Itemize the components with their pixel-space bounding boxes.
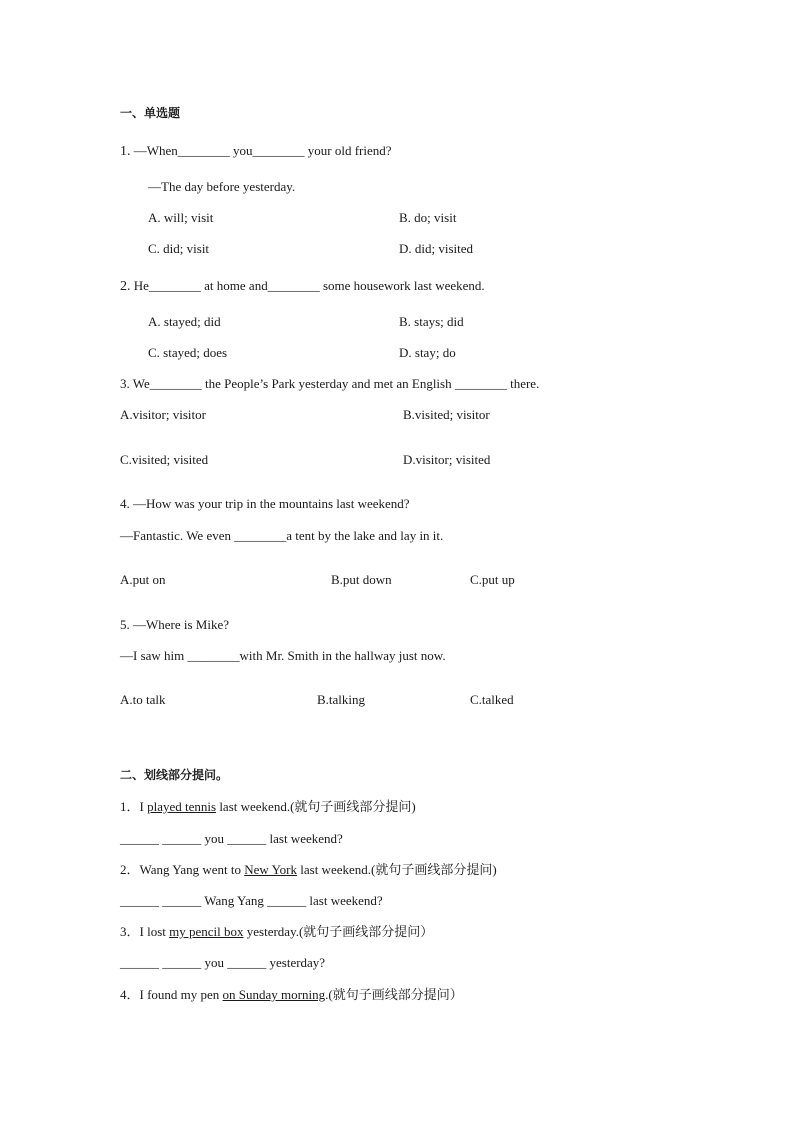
option-d: D.visitor; visited: [403, 452, 491, 467]
sentence-prefix: 4．I found my pen: [120, 987, 223, 1002]
question-5: 5. —Where is Mike?: [120, 617, 230, 632]
sentence-suffix: last weekend.(就句子画线部分提问): [297, 862, 497, 877]
sentence-prefix: 3．I lost: [120, 924, 170, 939]
option-b: B.put down: [331, 572, 392, 587]
underlined-phrase: my pencil box: [169, 924, 244, 939]
option-b: B. stays; did: [399, 314, 464, 329]
answer-line-2: ______ ______ Wang Yang ______ last weekend?: [120, 893, 383, 908]
sentence-prefix: 1．I: [120, 799, 148, 814]
option-c: C.talked: [470, 692, 514, 707]
question-4-reply: —Fantastic. We even ________a tent by the lake and lay in it.: [120, 528, 444, 543]
question-number: 2.: [120, 279, 131, 294]
option-c: C.visited; visited: [120, 452, 209, 467]
option-a: A.visitor; visitor: [120, 407, 206, 422]
question-stem: He________ at home and________ some housework last weekend.: [130, 278, 485, 293]
rewrite-item-1: [120, 799, 416, 815]
question-number: 1.: [120, 144, 131, 159]
option-b: B.talking: [317, 692, 366, 707]
option-c: C. did; visit: [148, 241, 210, 256]
option-b: B.visited; visitor: [403, 407, 490, 422]
underlined-phrase: on Sunday morning: [222, 987, 326, 1002]
option-c: C. stayed; does: [148, 345, 228, 360]
option-a: A. stayed; did: [148, 314, 221, 329]
question-stem: —When________ you________ your old friend?: [130, 143, 392, 158]
section-heading-single-choice: 一、单选题: [120, 106, 181, 120]
rewrite-item-2: [120, 862, 497, 878]
question-5-reply: —I saw him ________with Mr. Smith in the hallway just now.: [120, 648, 446, 663]
rewrite-item-3: [120, 924, 433, 940]
option-a: A. will; visit: [148, 210, 214, 225]
underlined-phrase: played tennis: [147, 799, 217, 814]
sentence-suffix: yesterday.(就句子画线部分提问）: [243, 924, 434, 939]
sentence-suffix: last weekend.(就句子画线部分提问): [216, 799, 416, 814]
sentence-prefix: 2．Wang Yang went to: [120, 862, 245, 877]
option-d: D. stay; do: [399, 345, 456, 360]
option-b: B. do; visit: [399, 210, 457, 225]
option-d: D. did; visited: [399, 241, 474, 256]
option-a: A.put on: [120, 572, 166, 587]
rewrite-item-4: [120, 987, 463, 1003]
question-4: 4. —How was your trip in the mountains last weekend?: [120, 496, 410, 511]
answer-line-3: ______ ______ you ______ yesterday?: [120, 955, 326, 970]
question-1-reply: —The day before yesterday.: [148, 179, 296, 194]
sentence-suffix: .(就句子画线部分提问）: [325, 987, 463, 1002]
option-c: C.put up: [470, 572, 515, 587]
question-3: 3. We________ the People’s Park yesterday and met an English ________ there.: [120, 376, 540, 391]
option-a: A.to talk: [120, 692, 166, 707]
question-1: [120, 143, 392, 160]
underlined-phrase: New York: [244, 862, 297, 877]
answer-line-1: ______ ______ you ______ last weekend?: [120, 831, 343, 846]
section-heading-underline-questions: 二、划线部分提问。: [120, 768, 229, 782]
question-2: [120, 278, 485, 295]
